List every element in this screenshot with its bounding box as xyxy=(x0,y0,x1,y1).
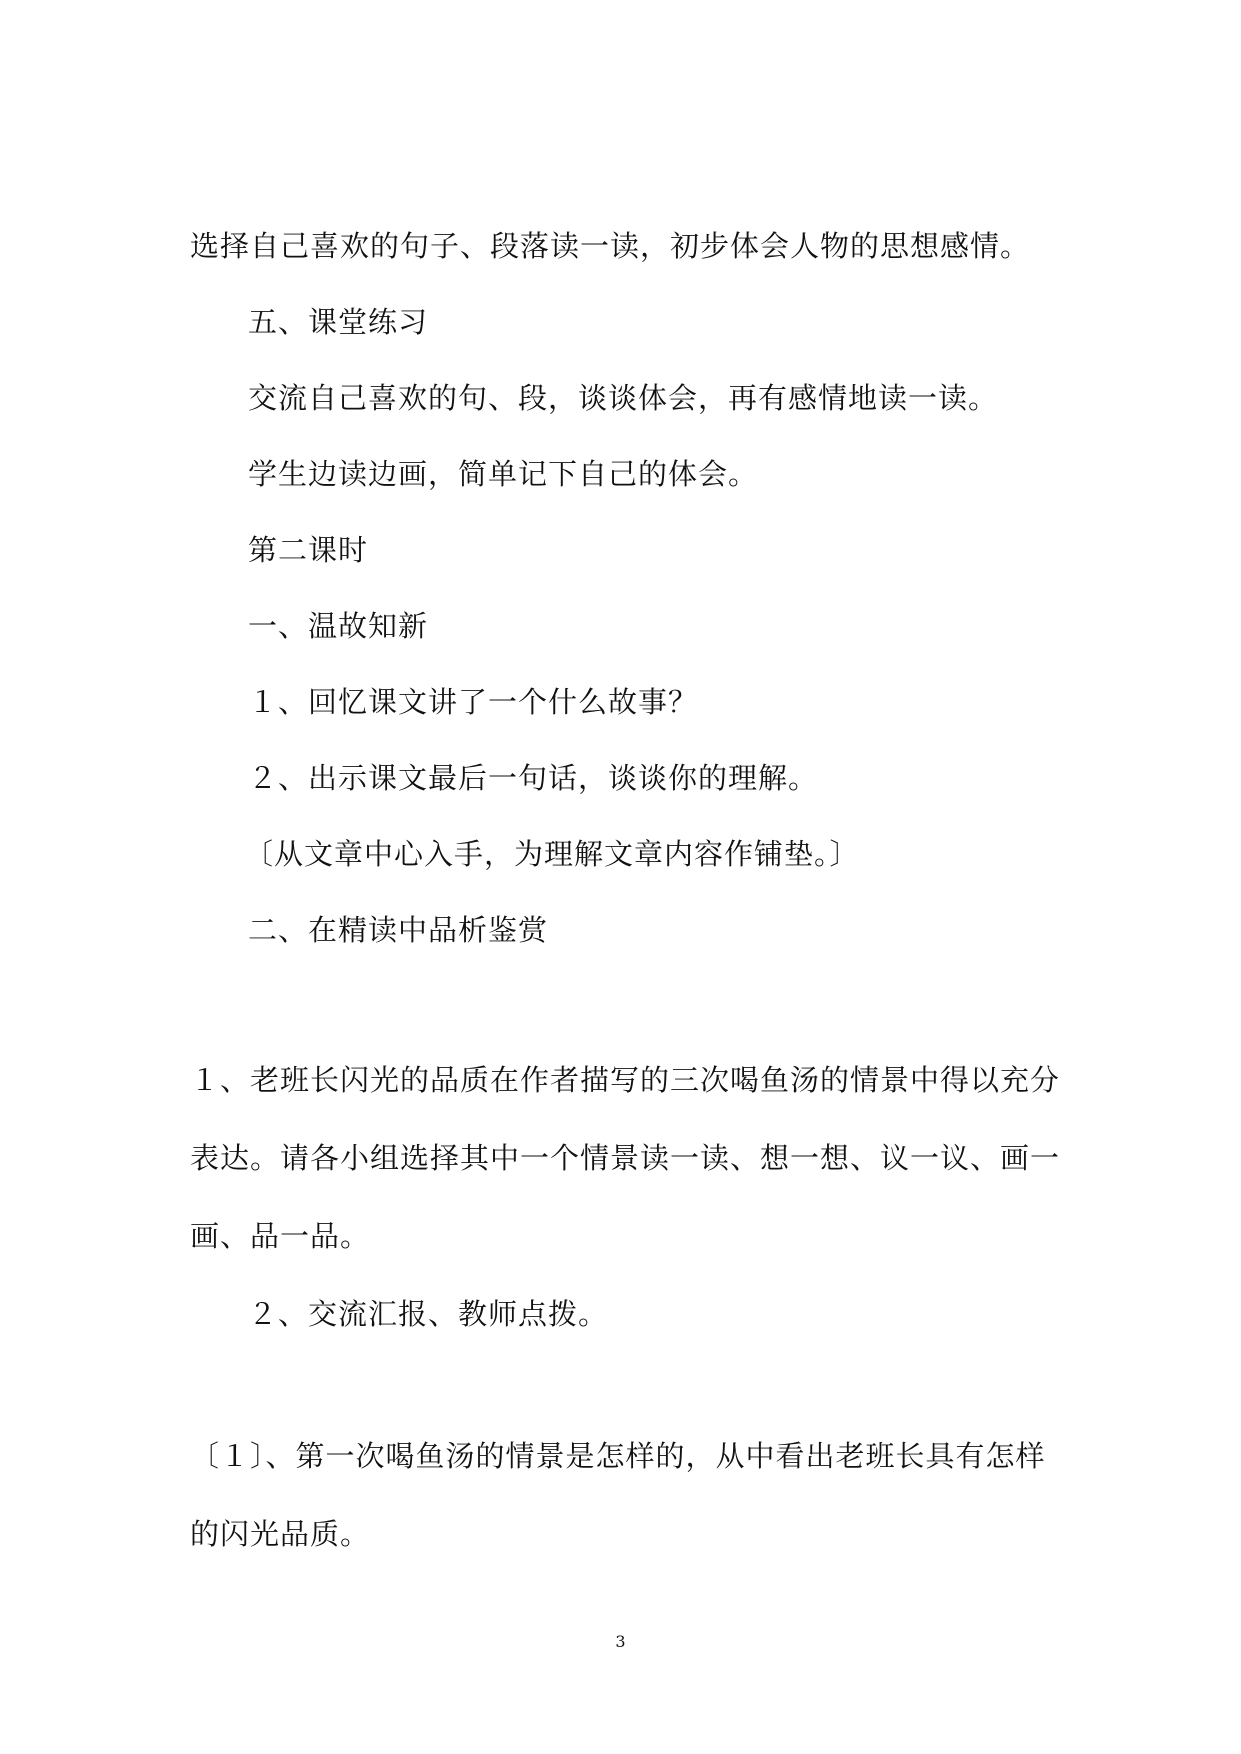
paragraph-line: 〔１〕、第一次喝鱼汤的情景是怎样的，从中看出老班长具有怎样 xyxy=(190,1439,1046,1473)
annotation-note: 〔从文章中心入手，为理解文章内容作铺垫。〕 xyxy=(244,837,860,871)
paragraph-line: 画、品一品。 xyxy=(190,1219,371,1253)
section-heading: 五、课堂练习 xyxy=(248,305,429,339)
section-heading: 一、温故知新 xyxy=(248,609,429,643)
paragraph-line: 的闪光品质。 xyxy=(190,1517,371,1551)
page-number: 3 xyxy=(615,1632,626,1651)
section-heading: 二、在精读中品析鉴赏 xyxy=(248,913,549,947)
list-item: １、回忆课文讲了一个什么故事？ xyxy=(248,685,699,719)
paragraph-line: 表达。请各小组选择其中一个情景读一读、想一想、议一议、画一 xyxy=(190,1141,1061,1175)
paragraph-line: 选择自己喜欢的句子、段落读一读，初步体会人物的思想感情。 xyxy=(190,229,1031,263)
list-item: ２、出示课文最后一句话，谈谈你的理解。 xyxy=(248,761,819,795)
paragraph-line: 交流自己喜欢的句、段，谈谈体会，再有感情地读一读。 xyxy=(248,381,999,415)
paragraph-line: １、老班长闪光的品质在作者描写的三次喝鱼汤的情景中得以充分 xyxy=(190,1063,1061,1097)
paragraph-line: 学生边读边画，简单记下自己的体会。 xyxy=(248,457,759,491)
lesson-heading: 第二课时 xyxy=(248,533,369,567)
list-item: ２、交流汇报、教师点拨。 xyxy=(248,1297,609,1331)
